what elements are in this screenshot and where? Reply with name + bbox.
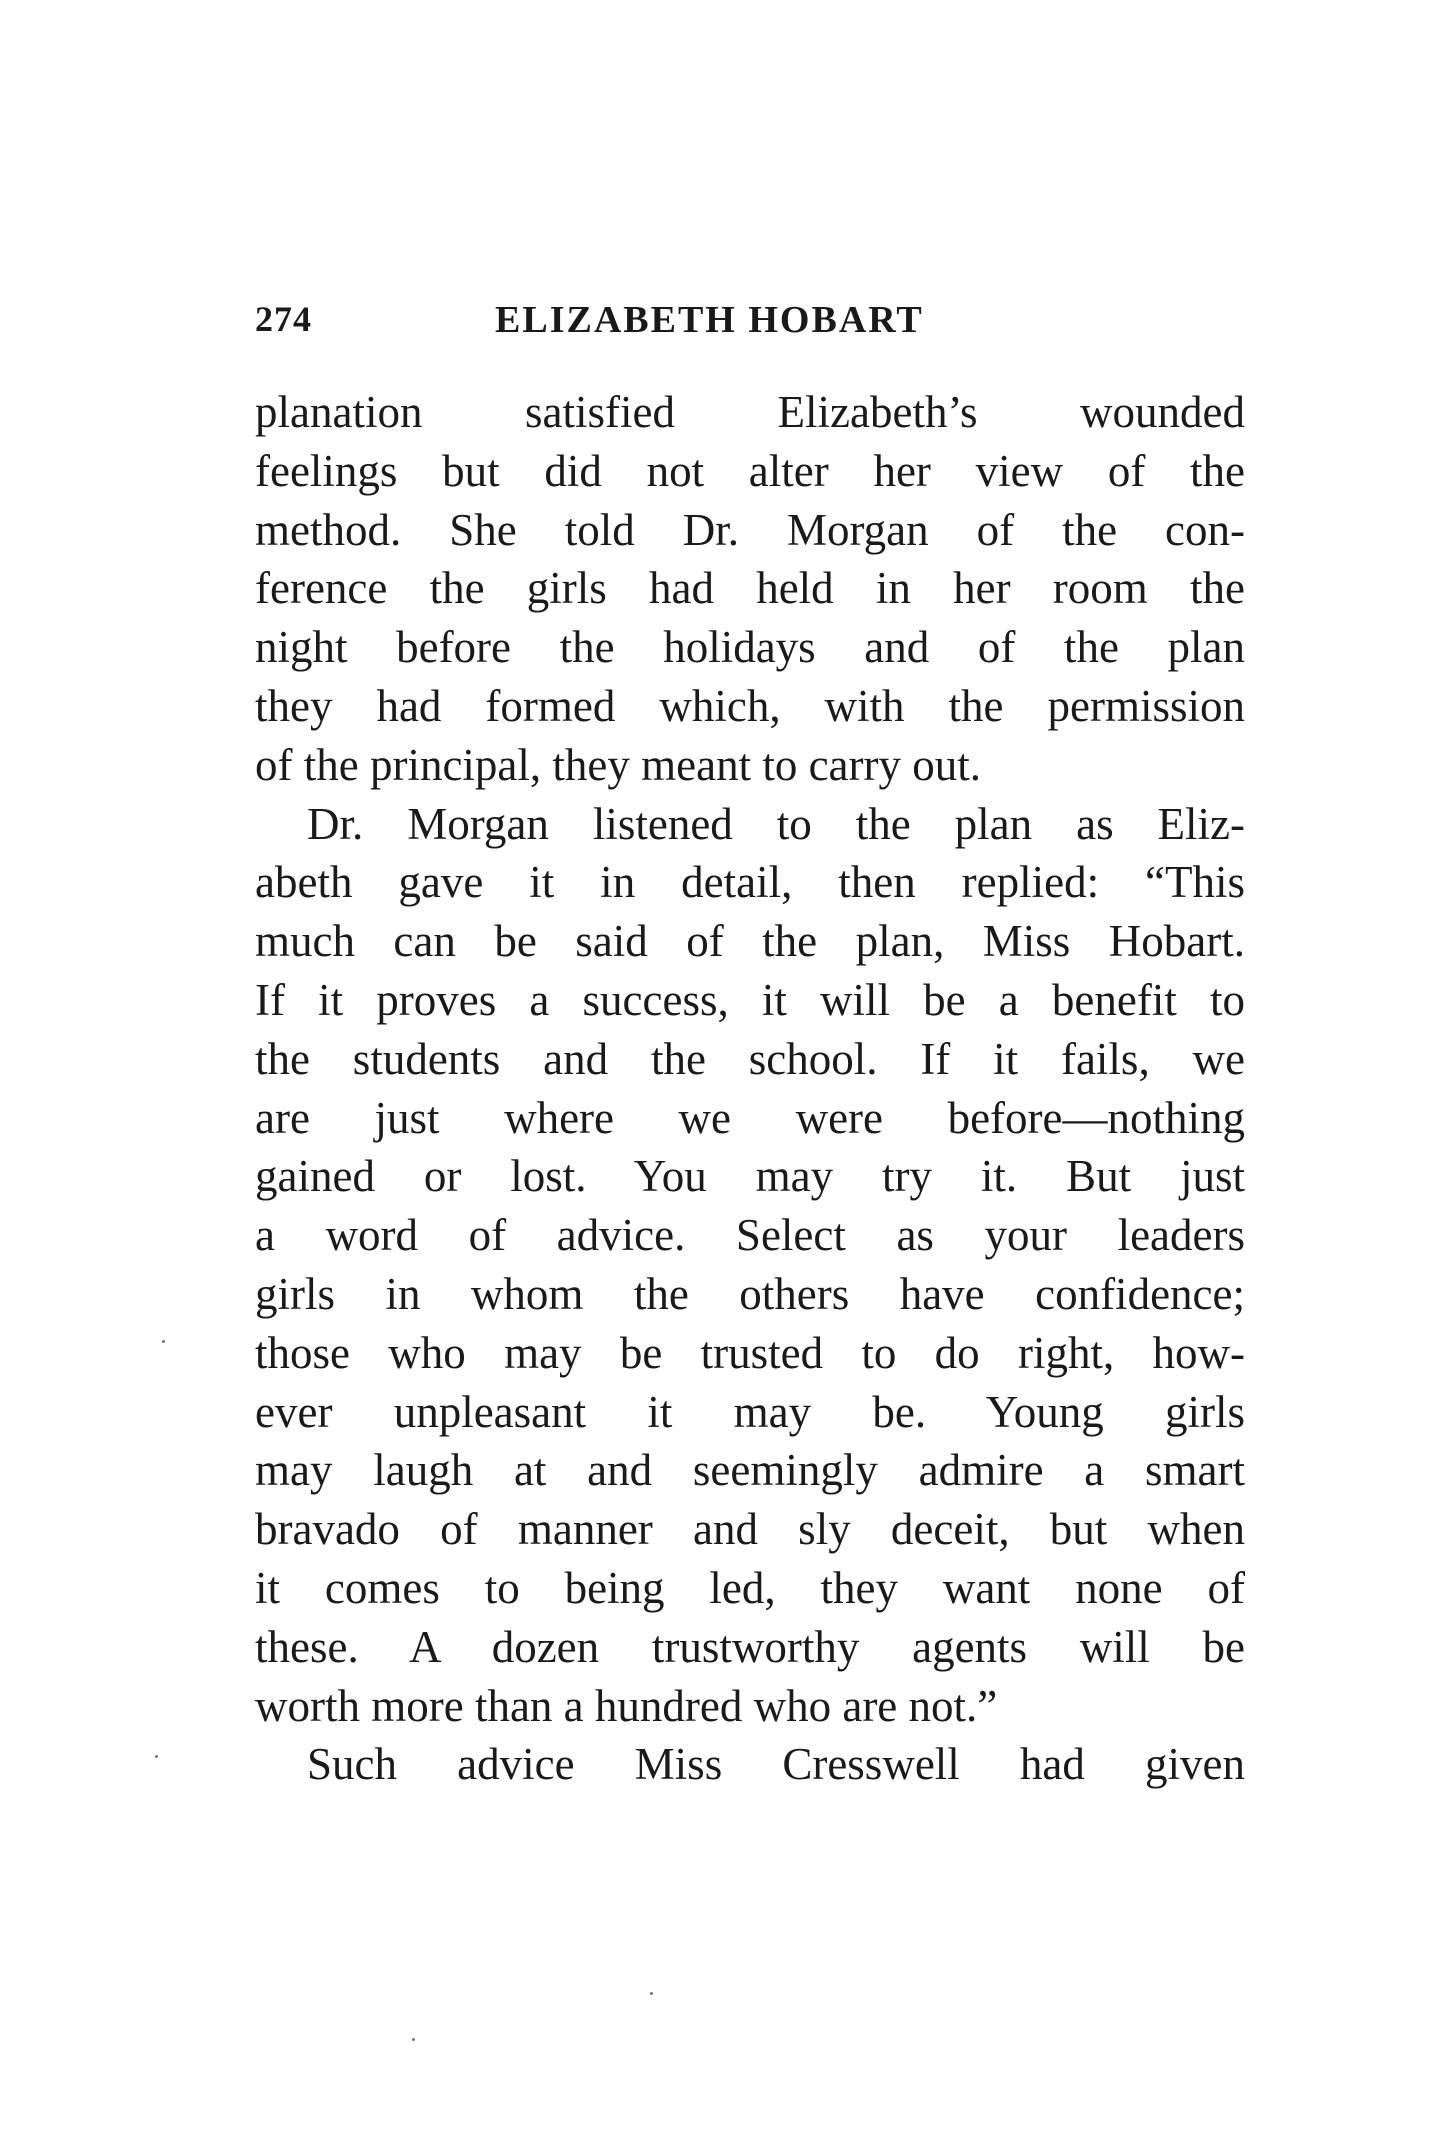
text-line: ference the girls had held in her room the	[255, 563, 1245, 614]
text-line: much can be said of the plan, Miss Hobart.	[255, 916, 1245, 967]
running-head: ELIZABETH HOBART	[495, 299, 924, 341]
text-line: it comes to being led, they want none of	[255, 1562, 1245, 1613]
print-speck	[412, 2038, 415, 2041]
print-speck	[162, 1340, 165, 1343]
text-line: worth more than a hundred who are not.”	[255, 1680, 998, 1731]
text-line: gained or lost. You may try it. But just	[255, 1151, 1245, 1202]
text-line: bravado of manner and sly deceit, but when	[255, 1504, 1245, 1555]
text-line: these. A dozen trustworthy agents will be	[255, 1621, 1245, 1672]
text-line: Such advice Miss Cresswell had given	[307, 1739, 1245, 1790]
page-number: 274	[255, 299, 312, 339]
text-line: abeth gave it in detail, then replied: “This	[255, 857, 1245, 908]
body-text	[255, 383, 1245, 1794]
print-speck	[650, 1992, 653, 1995]
text-line: may laugh at and seemingly admire a smart	[255, 1445, 1245, 1496]
text-line: those who may be trusted to do right, how-	[255, 1327, 1245, 1378]
text-line: If it proves a success, it will be a benefit to	[255, 974, 1245, 1025]
text-line: planation satisfied Elizabeth’s wounded	[255, 387, 1245, 437]
text-line: Dr. Morgan listened to the plan as Eliz-	[307, 798, 1245, 849]
text-line: night before the holidays and of the plan	[255, 622, 1245, 673]
text-line: feelings but did not alter her view of the	[255, 445, 1245, 496]
text-line: of the principal, they meant to carry out.	[255, 739, 981, 790]
page-header	[255, 290, 1245, 350]
text-line: the students and the school. If it fails, we	[255, 1033, 1245, 1084]
text-line: ever unpleasant it may be. Young girls	[255, 1386, 1245, 1437]
text-line: are just where we were before—nothing	[255, 1092, 1245, 1143]
text-line: a word of advice. Select as your leaders	[255, 1210, 1245, 1261]
text-line: girls in whom the others have confidence;	[255, 1268, 1245, 1319]
print-speck	[155, 1755, 158, 1758]
text-line: they had formed which, with the permission	[255, 680, 1245, 731]
text-line: method. She told Dr. Morgan of the con-	[255, 504, 1245, 555]
